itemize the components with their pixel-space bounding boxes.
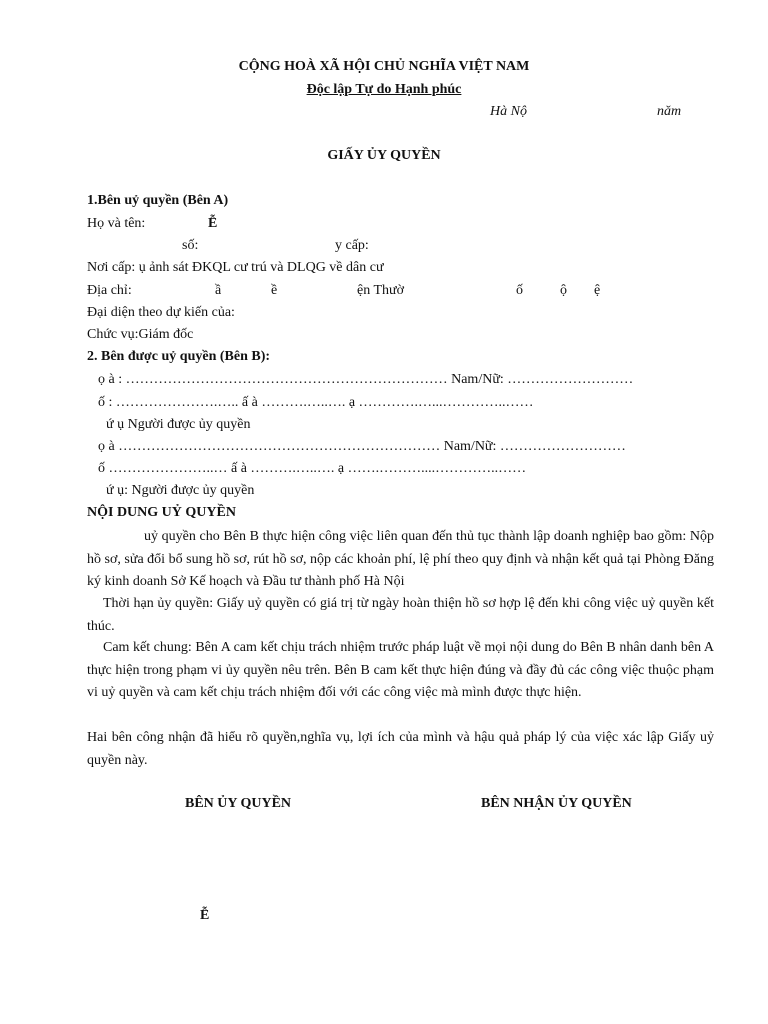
content-paragraph-commitment: Cam kết chung: Bên A cam kết chịu trách nhiệm trước pháp luật về mọi nội dung do Bên B nhân danh bên A thực hiện trong phạm vi ủy quyền nêu trên. Bên B cam kết thực hiện đúng và đầy đủ các công việc thuộc phạm vi uỷ quyền và cam kết chịu trách nhiệm đối với các công việc mà mình được thực hiện.: [87, 640, 714, 700]
party-a-address-fragment: ầ: [215, 283, 222, 298]
content-paragraph-acknowledgement: Hai bên công nhận đã hiểu rõ quyền,nghĩa vụ, lợi ích của mình và hậu quả pháp lý của việc xác lập Giấy uỷ quyền này.: [87, 730, 714, 768]
party-b-person2-id-line: ố …………………..… ấ à ……….…..…. ạ …….………....…………..……: [98, 461, 527, 476]
party-a-position: Chức vụ:Giám đốc: [87, 327, 194, 342]
party-a-id-label: số:: [182, 238, 199, 253]
party-a-issued-by: Nơi cấp: ụ ảnh sát ĐKQL cư trú và DLQG về dân cư: [87, 260, 384, 275]
party-b-person1-id-line: ố : ………………….….. ấ à ……….…..…. ạ ………….…...…………..……: [98, 395, 534, 410]
party-a-address-fragment: ề: [271, 283, 278, 298]
document-title: GIẤY ỦY QUYỀN: [327, 148, 441, 163]
party-a-address-fragment: ộ: [560, 283, 567, 298]
country-heading: CỘNG HOÀ XÃ HỘI CHỦ NGHĨA VIỆT NAM: [238, 59, 530, 74]
party-b-person1-role: ứ ụ Người được ủy quyền: [106, 417, 251, 432]
party-a-address-fragment: ố: [516, 283, 523, 298]
party-b-heading: 2. Bên được uỷ quyền (Bên B):: [87, 349, 271, 364]
content-heading: NỘI DUNG UỶ QUYỀN: [87, 505, 236, 520]
party-a-address-fragment: ệ: [594, 283, 601, 298]
signature-right-title: BÊN NHẬN ỦY QUYỀN: [481, 796, 632, 811]
place-date-year: năm: [657, 104, 682, 119]
party-a-address-label: Địa chỉ:: [87, 283, 132, 298]
party-b-person2-role: ứ ụ: Người được ủy quyền: [106, 483, 255, 498]
place-date-place: Hà Nộ: [490, 104, 527, 119]
party-a-heading: 1.Bên uỷ quyền (Bên A): [87, 193, 229, 208]
party-a-name-label: Họ và tên:: [87, 216, 146, 231]
signature-left-title: BÊN ỦY QUYỀN: [185, 796, 292, 811]
party-b-person2-name-line: ọ à …………………………………………………………… Nam/Nữ: ………………………: [98, 439, 626, 454]
party-a-name-value: Ễ: [208, 216, 218, 231]
signature-left-name: Ễ: [200, 908, 210, 923]
party-a-representative-label: Đại diện theo dự kiến của:: [87, 305, 235, 320]
content-paragraph-scope: uỷ quyền cho Bên B thực hiện công việc liên quan đến thủ tục thành lập doanh nghiệp bao gồm: Nộp hồ sơ, sửa đổi bổ sung hồ sơ, rút hồ sơ, nộp các khoản phí, lệ phí theo quy định và nhận kết quả tại Phòng Đăng ký kinh doanh Sở Kế hoạch và Đầu tư thành phố Hà Nội: [87, 529, 714, 589]
party-a-id-issue: y cấp:: [335, 238, 369, 253]
content-paragraph-duration: Thời hạn ủy quyền: Giấy uỷ quyền có giá trị từ ngày hoàn thiện hồ sơ hợp lệ đến khi công việc uỷ quyền kết thúc.: [87, 596, 714, 634]
party-b-person1-name-line: ọ à : …………………………………………………………… Nam/Nữ: ………………………: [98, 372, 634, 387]
party-a-address-fragment: ện Thườ: [357, 283, 405, 298]
motto: Độc lập Tự do Hạnh phúc: [306, 82, 462, 97]
